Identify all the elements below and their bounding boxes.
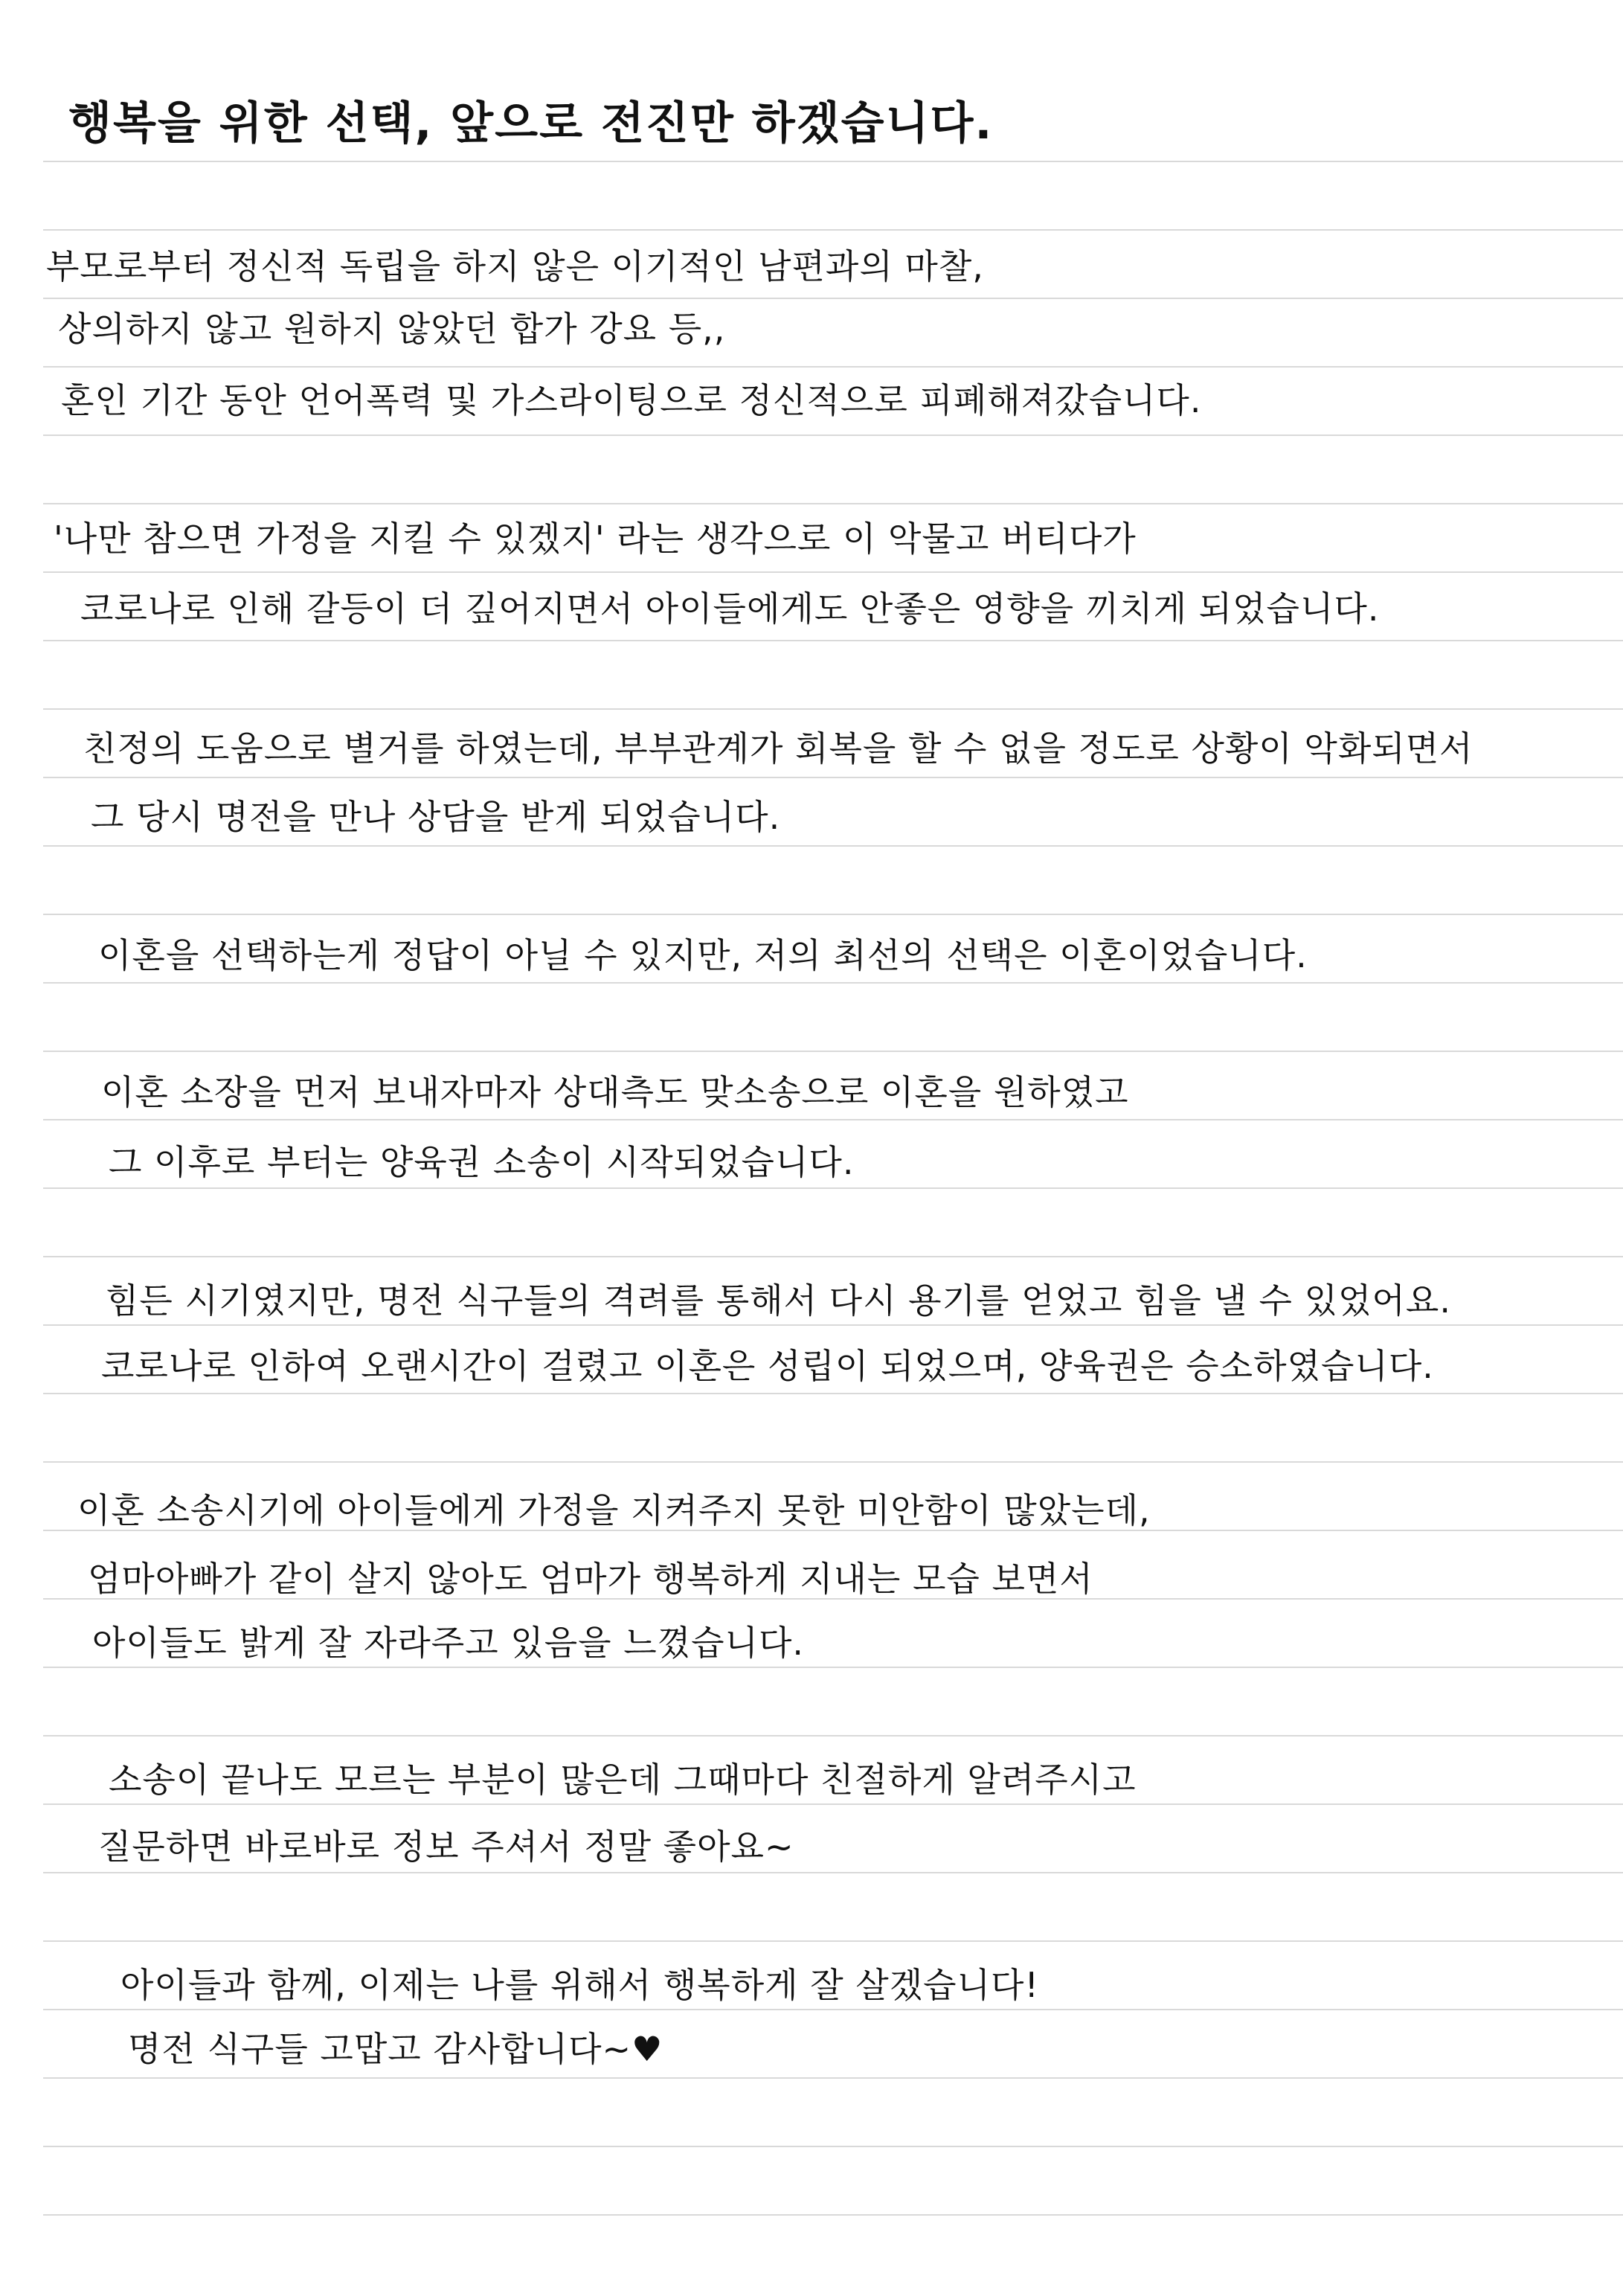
ruled-line [43, 640, 1623, 641]
ruled-line [43, 777, 1623, 778]
ruled-line [43, 845, 1623, 847]
letter-line: '나만 참으면 가정을 지킬 수 있겠지' 라는 생각으로 이 악물고 버티다가 [54, 519, 1137, 559]
ruled-line [43, 1119, 1623, 1120]
ruled-line [43, 2009, 1623, 2010]
ruled-line [43, 1872, 1623, 1873]
ruled-line [43, 229, 1623, 231]
ruled-line [43, 1940, 1623, 1942]
letter-line: 부모로부터 정신적 독립을 하지 않은 이기적인 남편과의 마찰, [46, 246, 984, 286]
letter-line: 명전 식구들 고맙고 감사합니다~♥ [128, 2029, 663, 2069]
letter-line: 코로나로 인해 갈등이 더 깊어지면서 아이들에게도 안좋은 영향을 끼치게 되었습니다. [80, 589, 1380, 629]
ruled-line [43, 1803, 1623, 1805]
ruled-line [43, 1735, 1623, 1737]
ruled-line [43, 434, 1623, 436]
letter-line: 소송이 끝나도 모르는 부분이 많은데 그때마다 친절하게 알려주시고 [109, 1760, 1137, 1800]
ruled-line [43, 1324, 1623, 1326]
letter-line: 이혼 소송시기에 아이들에게 가정을 지켜주지 못한 미안함이 많았는데, [77, 1490, 1151, 1530]
ruled-line [43, 1667, 1623, 1668]
ruled-line [43, 503, 1623, 504]
letter-line: 친정의 도움으로 별거를 하였는데, 부부관계가 회복을 할 수 없을 정도로 상황이 악화되면서 [83, 728, 1473, 769]
ruled-line [43, 571, 1623, 573]
letter-line: 질문하면 바로바로 정보 주셔서 정말 좋아요~ [98, 1827, 794, 1867]
letter-line: 그 이후로 부터는 양육권 소송이 시작되었습니다. [109, 1142, 855, 1182]
letter-line: 상의하지 않고 원하지 않았던 합가 강요 등,, [58, 309, 726, 349]
ruled-line [43, 708, 1623, 710]
ruled-line [43, 1187, 1623, 1189]
letter-line: 그 당시 명전을 만나 상담을 받게 되었습니다. [91, 797, 781, 837]
letter-line: 이혼을 선택하는게 정답이 아닐 수 있지만, 저의 최선의 선택은 이혼이었습니다. [98, 935, 1308, 975]
ruled-line [43, 982, 1623, 984]
ruled-line [43, 161, 1623, 162]
ruled-line [43, 1256, 1623, 1257]
ruled-line [43, 1051, 1623, 1052]
ruled-line [43, 1393, 1623, 1394]
letter-line: 이혼 소장을 먼저 보내자마자 상대측도 맞소송으로 이혼을 원하였고 [101, 1072, 1129, 1112]
ruled-line [43, 366, 1623, 368]
letter-line: 힘든 시기였지만, 명전 식구들의 격려를 통해서 다시 용기를 얻었고 힘을 낼 수 있었어요. [106, 1280, 1451, 1321]
ruled-line [43, 2146, 1623, 2147]
ruled-line [43, 2214, 1623, 2216]
ruled-line [43, 298, 1623, 299]
letter-line: 엄마아빠가 같이 살지 않아도 엄마가 행복하게 지내는 모습 보면서 [88, 1559, 1093, 1599]
ruled-line [43, 914, 1623, 915]
letter-line: 아이들도 밝게 잘 자라주고 있음을 느꼈습니다. [92, 1623, 805, 1663]
letter-line: 혼인 기간 동안 언어폭력 및 가스라이팅으로 정신적으로 피폐해져갔습니다. [61, 380, 1202, 420]
letter-line: 코로나로 인하여 오랜시간이 걸렸고 이혼은 성립이 되었으며, 양육권은 승소하였습니다. [101, 1346, 1434, 1386]
letter-line: 아이들과 함께, 이제는 나를 위해서 행복하게 잘 살겠습니다! [120, 1965, 1039, 2005]
ruled-line [43, 1461, 1623, 1463]
ruled-line [43, 2077, 1623, 2079]
letter-title: 행복을 위한 선택, 앞으로 전진만 하겠습니다. [68, 97, 994, 150]
